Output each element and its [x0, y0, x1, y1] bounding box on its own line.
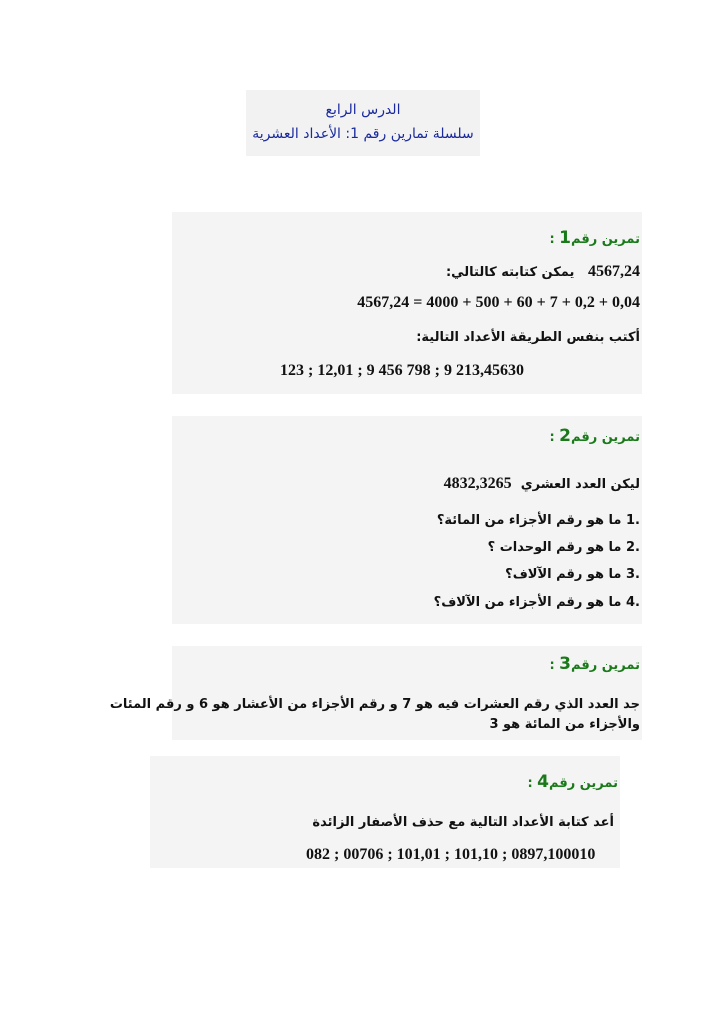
lesson-title: الدرس الرابع	[325, 102, 401, 118]
exercise-heading-label: تمرين رقم	[571, 232, 640, 247]
question-number: 1.	[626, 513, 640, 528]
question-number: 4.	[626, 595, 640, 610]
exercise-1-instruction: أكتب بنفس الطريقة الأعداد التالية:	[416, 330, 640, 345]
title-box	[246, 90, 480, 156]
question-4	[434, 595, 640, 610]
exercise-1-heading	[549, 228, 640, 248]
decomposition: 4567,24 = 4000 + 500 + 60 + 7 + 0,2 + 0,04	[357, 294, 640, 311]
exercise-1-intro	[446, 263, 640, 281]
exercise-4-heading	[527, 772, 618, 792]
question-1	[437, 513, 640, 528]
intro-number: 4567,24	[588, 263, 640, 280]
question-text: ما هو رقم الأجزاء من الآلاف؟	[433, 595, 622, 610]
question-number: 2.	[626, 540, 640, 555]
question-2	[488, 540, 640, 555]
exercise-2-heading	[549, 426, 640, 446]
question-text: ما هو رقم الأجزاء من المائة؟	[436, 513, 622, 528]
question-3	[505, 567, 640, 582]
question-text: ما هو رقم الآلاف؟	[505, 567, 622, 582]
heading-colon: :	[549, 430, 555, 445]
exercise-3-heading	[549, 654, 640, 674]
exercise-2-intro	[444, 475, 640, 493]
intro-text: يمكن كتابته كالتالي:	[445, 265, 575, 280]
exercise-number: 2	[559, 426, 572, 446]
exercise-number: 4	[537, 772, 550, 792]
question-text: ما هو رقم الوحدات ؟	[487, 540, 622, 555]
exercise-heading-label: تمرين رقم	[571, 430, 640, 445]
exercise-number: 3	[559, 654, 572, 674]
exercise-4-instruction: أعد كتابة الأعداد التالية مع حذف الأصفار الزائدة	[312, 815, 614, 830]
exercise-heading-label: تمرين رقم	[571, 658, 640, 673]
intro-text: ليكن العدد العشري	[520, 477, 640, 492]
exercise-3-line-2: والأجزاء من المائة هو 3	[489, 717, 640, 732]
heading-colon: :	[549, 658, 555, 673]
exercise-heading-label: تمرين رقم	[549, 776, 618, 791]
series-title: سلسلة تمارين رقم 1: الأعداد العشرية	[252, 126, 474, 142]
exercise-4-numbers: 082 ; 00706 ; 101,01 ; 101,10 ; 0897,100010	[306, 846, 596, 863]
exercise-3-line-1: جد العدد الذي رقم العشرات فيه هو 7 و رقم الأجزاء من الأعشار هو 6 و رقم المئات	[109, 697, 640, 712]
intro-number: 4832,3265	[443, 475, 512, 492]
heading-colon: :	[527, 776, 533, 791]
heading-colon: :	[549, 232, 555, 247]
exercise-number: 1	[559, 228, 572, 248]
exercise-1-numbers: 123 ; 12,01 ; 9 456 798 ; 9 213,45630	[280, 362, 524, 379]
question-number: 3.	[626, 567, 640, 582]
